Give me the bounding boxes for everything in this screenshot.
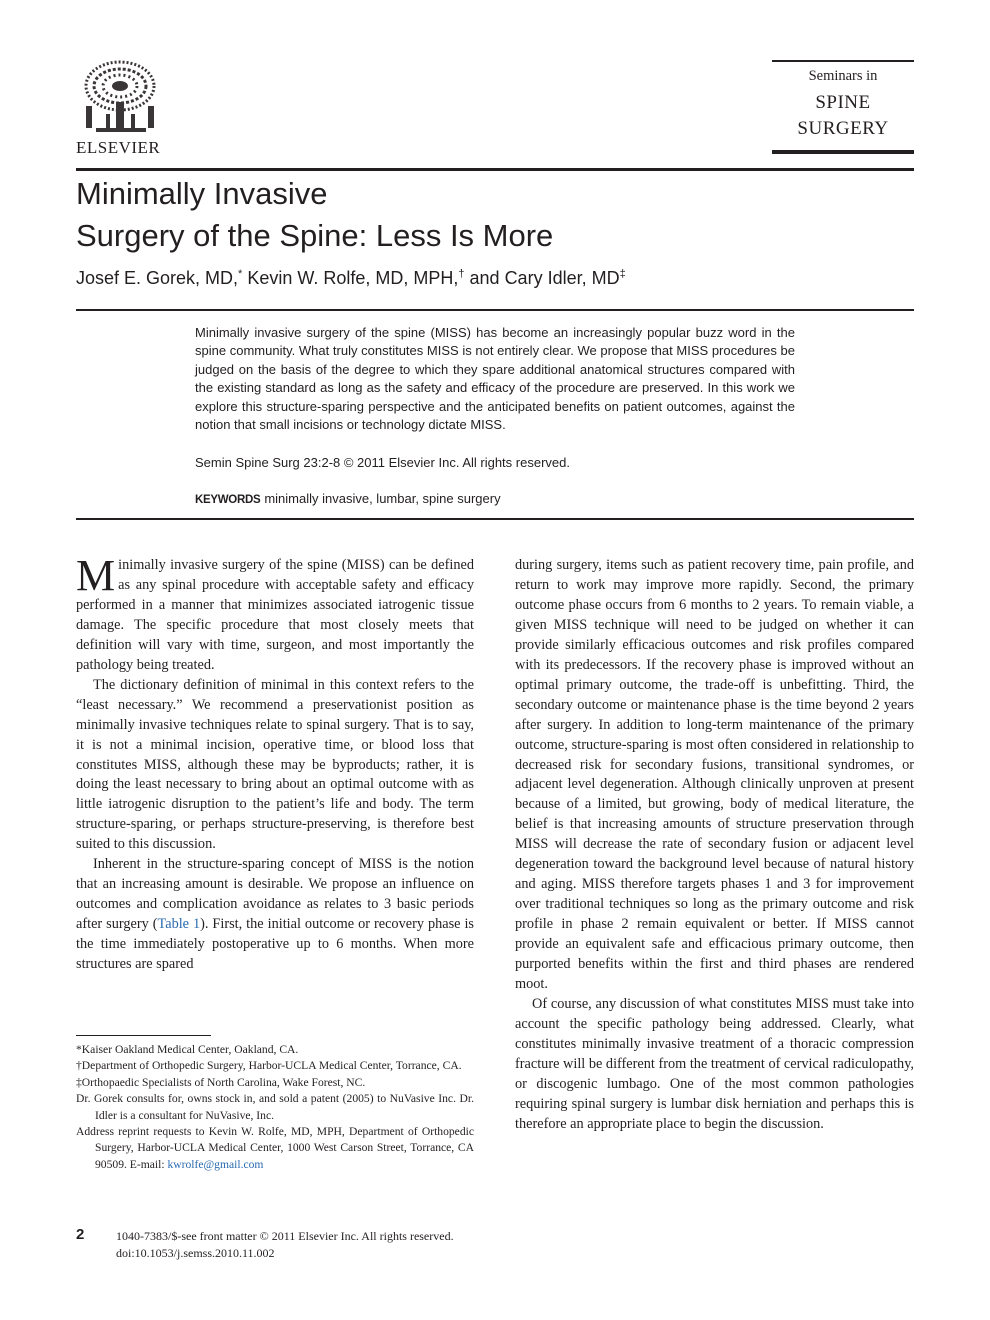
author-name: Josef E. Gorek, MD,	[76, 268, 239, 288]
abstract-bottom-rule	[76, 518, 914, 520]
author-separator: and	[464, 268, 505, 288]
body-paragraph: during surgery, items such as patient recovery time, pain profile, and return to work may improve more rapidly. Second, the primary outcome phase occurs from 6 months to 2 years. To remain viable, a given MISS technique will need to be judged on whether it can provide similarly efficacious outcomes and risk profiles compared with its predecessors. If the recovery phase is improved without an optimal primary outcome, the trade-off is unbefitting. Third, the secondary outcome or maintenance phase is the time beyond 2 years after surgery. In addition to long-term maintenance of the primary outcome, structure-sparing is most often considered in relationship to decreased risk for secondary fusions, transitional syndromes, or adjacent level degeneration. Although clinically unproven at present because of a limited, but growing, body of medical literature, the belief is that increasing amounts of structure preservation through MISS will decrease the rate of secondary fusion or adjacent level degeneration toward the background level because of natural history and aging. MISS therefore targets phases 1 and 3 for improvement over traditional techniques so long as the primary outcome and risk profile in phase 2 remain equivalent or better. If MISS cannot provide an equivalent safe and efficacious primary outcome, then purported benefits within the first and third phases are rendered moot.	[515, 557, 914, 993]
masthead-bottom-rule	[772, 150, 914, 154]
issn-line: 1040-7383/$-see front matter © 2011 Elsevier Inc. All rights reserved.	[116, 1229, 454, 1243]
author-list	[76, 268, 914, 289]
paragraph-text: Inherent in the structure-sparing concept of MISS is the notion that an increasing amount is desirable. We propose an influence on outcomes and complication avoidance as relates to 3 basic periods after surgery (	[76, 856, 474, 933]
footnote: *Kaiser Oakland Medical Center, Oakland, CA.	[76, 1043, 299, 1056]
paragraph-text: ). First, the initial outcome or recovery phase is the time immediately postoperative up to 6 months. When more structures are spared	[76, 916, 474, 973]
citation-line: Semin Spine Surg 23:2-8 © 2011 Elsevier Inc. All rights reserved.	[195, 455, 570, 470]
footnote-divider	[76, 1035, 211, 1036]
email-link[interactable]: kwrolfe@gmail.com	[167, 1157, 264, 1171]
author-affiliation-mark: †	[458, 268, 465, 280]
author-affiliation-mark: ‡	[619, 268, 626, 280]
keywords-values: minimally invasive, lumbar, spine surgery	[264, 491, 501, 506]
footnote-text: Address reprint requests to Kevin W. Rolfe, MD, MPH, Department of Orthopedic Surgery, Harbor-UCLA Medical Center, 1000 West Carson Street, Torrance, CA 90509. E-mail:	[76, 1125, 474, 1171]
header-divider	[76, 168, 914, 171]
abstract-top-rule	[76, 309, 914, 311]
publisher-name: ELSEVIER	[76, 138, 161, 157]
body-paragraph: Of course, any discussion of what constitutes MISS must take into account the specific pathology being addressed. Clearly, what constitutes minimally invasive treatment of a thoracic compression fracture will be different from the treatment of cervical radiculopathy, or discogenic lumbago. One of the most common pathologies requiring spinal surgery is lumbar disk herniation and perhaps this is therefore an appropriate place to begin the discussion.	[515, 995, 914, 1132]
author-name: Kevin W. Rolfe, MD, MPH,	[247, 268, 459, 288]
journal-masthead	[772, 60, 914, 154]
body-paragraph	[76, 551, 474, 676]
title-line-1: Minimally Invasive	[76, 176, 328, 211]
masthead-top-rule	[772, 60, 914, 62]
drop-cap: M	[76, 551, 116, 600]
author-name: Cary Idler, MD	[504, 268, 620, 288]
footnote	[76, 1124, 474, 1173]
journal-name-line2: SURGERY	[797, 118, 889, 139]
title-line-2: Surgery of the Spine: Less Is More	[76, 218, 554, 253]
footnote: †Department of Orthopedic Surgery, Harbor-UCLA Medical Center, Torrance, CA.	[76, 1059, 462, 1073]
keywords-label: KEYWORDS	[195, 494, 261, 506]
page-number: 2	[76, 1226, 85, 1243]
front-matter	[116, 1228, 454, 1261]
table-1-link[interactable]: Table 1	[157, 916, 201, 933]
body-column-right	[515, 556, 914, 1135]
footnote: Dr. Gorek consults for, owns stock in, and sold a patent (2005) to NuVasive Inc. Dr. Idler is a consultant for NuVasive, Inc.	[76, 1092, 474, 1122]
body-column-left	[76, 551, 474, 975]
doi-line: doi:10.1053/j.semss.2010.11.002	[116, 1245, 275, 1260]
abstract-text: Minimally invasive surgery of the spine (MISS) has become an increasingly popular buzz word in the spine community. What truly constitutes MISS is not entirely clear. We propose that MISS procedures be judged on the basis of the degree to which they spare additional anatomical structures compared with the existing standard as long as the safety and efficacy of the procedure are preserved. In this work we explore this structure-sparing perspective and the anticipated benefits on patient outcomes, against the notion that small incisions or technology dictate MISS.	[195, 325, 795, 433]
article-title	[76, 173, 914, 257]
footnote: ‡Orthopaedic Specialists of North Carolina, Wake Forest, NC.	[76, 1075, 366, 1089]
journal-name-line1: SPINE	[815, 92, 871, 113]
footnotes	[76, 1042, 474, 1173]
body-paragraph: The dictionary definition of minimal in this context refers to the “least necessary.” We recommend a preservationist position as minimally invasive techniques relate to spinal surgery. That is to say, it is not a minimal incision, operative time, or blood loss that constitutes MISS, although these may be byproducts; rather, it is doing the least necessary to bring about an optimal outcome with as little iatrogenic disruption to the patient’s life and body. The term structure-sparing, or perhaps structure-preserving, is therefore best suited to this discussion.	[76, 676, 474, 853]
author-affiliation-mark: *	[238, 268, 243, 280]
journal-prefix: Seminars in	[808, 68, 878, 84]
keywords-line	[195, 490, 795, 509]
paragraph-text: inimally invasive surgery of the spine (MISS) can be defined as any spinal procedure with acceptable safety and efficacy performed in a manner that minimizes associated iatrogenic tissue damage. The specific procedure that most closely meets that definition will vary with time, surgeon, and most importantly the pathology being treated.	[76, 557, 474, 673]
body-paragraph	[76, 855, 474, 975]
